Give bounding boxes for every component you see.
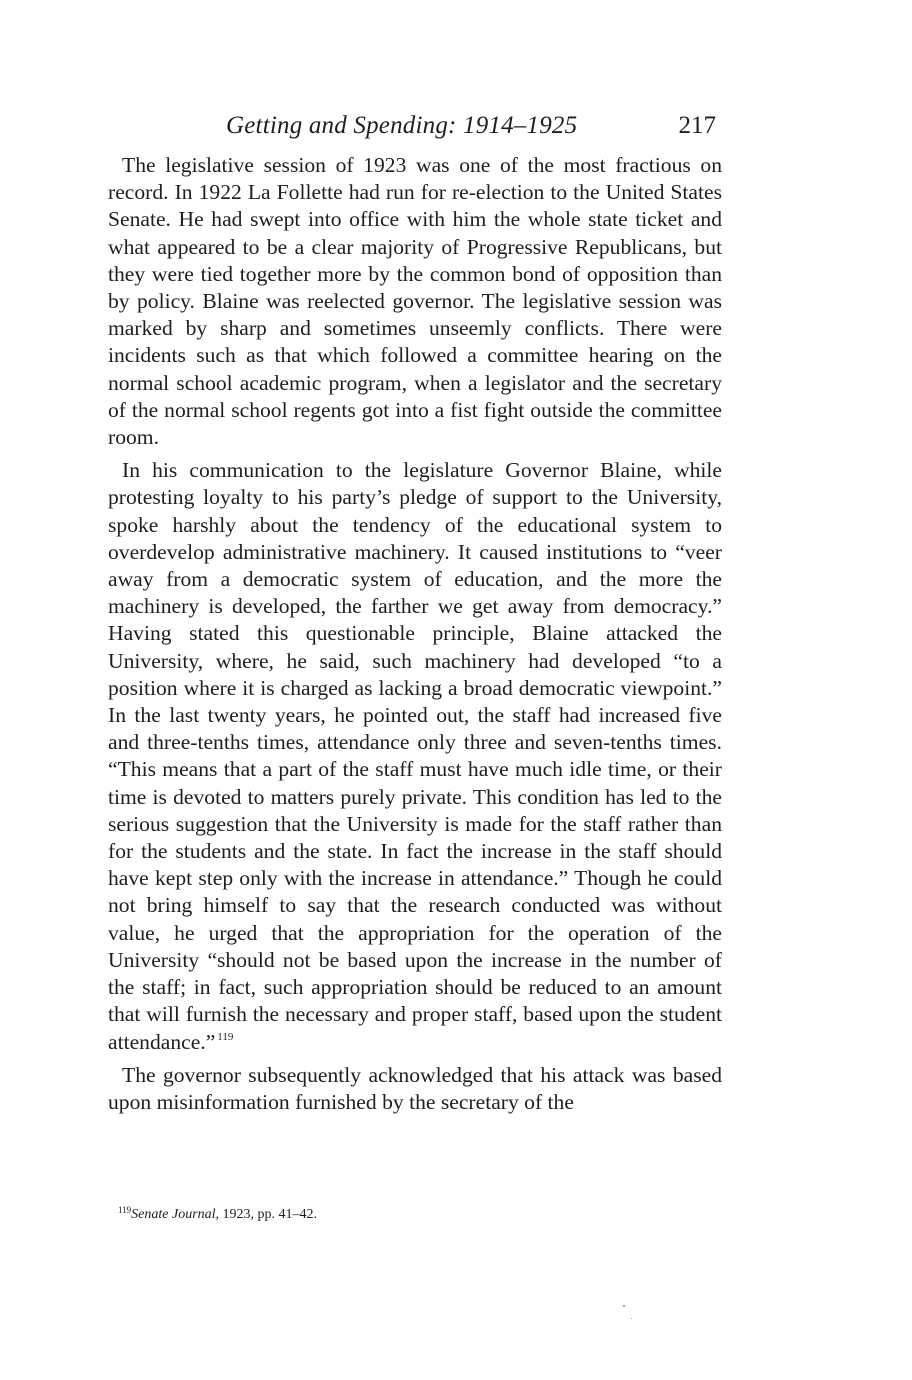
footnote-citation: 1923, pp. 41–42. xyxy=(219,1207,318,1222)
paragraph-3: The governor subsequently acknowledged that his attack was based upon misinformation furnished by the secretary of the xyxy=(108,1062,722,1114)
paragraph-2 xyxy=(108,457,722,1055)
footnote xyxy=(118,1206,718,1224)
paper-speck xyxy=(631,1318,632,1319)
paragraph-2-text: In his communication to the legislature Governor Blaine, while protesting loyalty to his party’s pledge of support to the University, spoke harshly about the tendency of the educational system to overdevelop administrative machinery. It caused institutions to “veer away from a democratic system of education, and the more the machinery is developed, the farther we get away from democracy.” Having stated this questionable principle, Blaine attacked the University, where, he said, such machinery had developed “to a position where it is charged as lacking a broad democratic viewpoint.” In the last twenty years, he pointed out, the staff had increased five and three-tenths times, attendance only three and seven-tenths times. “This means that a part of the staff must have much idle time, or their time is devoted to matters purely private. This condition has led to the serious suggestion that the University is made for the staff rather than for the students and the state. In fact the increase in the staff should have kept step only with the increase in attendance.” Though he could not bring himself to say that the research conducted was without value, he urged that the appropriation for the operation of the University “should not be based upon the increase in the number of the staff; in fact, such appropriation should be reduced to an amount that will furnish the necessary and proper staff, based upon the student attendance.” xyxy=(108,458,722,1054)
footnote-source: Senate Journal, xyxy=(131,1207,220,1222)
footnote-reference: 119 xyxy=(217,1030,234,1043)
footnote-number: 119 xyxy=(118,1205,132,1215)
running-head xyxy=(108,112,722,152)
paper-speck xyxy=(623,1305,625,1307)
body-text xyxy=(108,152,722,1116)
page-number: 217 xyxy=(678,112,716,139)
running-head-title: Getting and Spending: 1914–1925 xyxy=(226,112,578,139)
paragraph-1: The legislative session of 1923 was one of the most fractious on record. In 1922 La Follette had run for re-election to the United States Senate. He had swept into office with him the whole state ticket and what appeared to be a clear majority of Progressive Republicans, but they were tied together more by the common bond of opposition than by policy. Blaine was reelected governor. The legislative session was marked by sharp and sometimes unseemly conflicts. There were incidents such as that which followed a committee hearing on the normal school academic program, when a legislator and the secretary of the normal school regents got into a fist fight outside the committee room. xyxy=(108,153,722,450)
